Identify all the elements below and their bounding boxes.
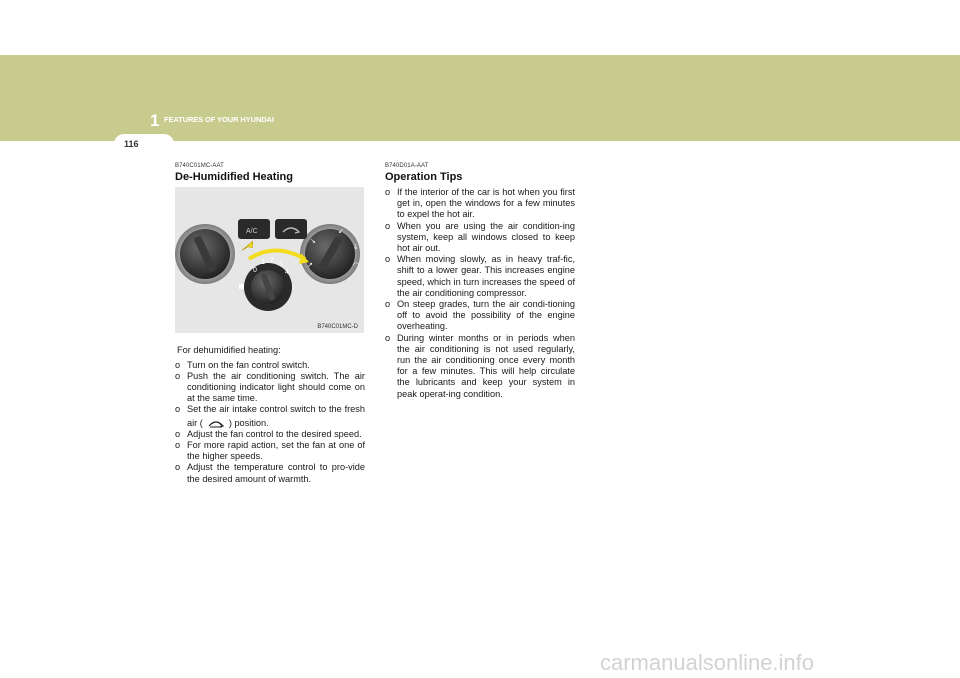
svg-text:↙: ↙	[338, 227, 344, 235]
chapter-number: 1	[150, 111, 160, 130]
bullet-marker: o	[385, 220, 391, 231]
list-item: o Adjust the fan control to the desired speed.	[175, 428, 362, 439]
list-item: o When moving slowly, as in heavy traf-fic, shift to a lower gear. This increases engine speed, which in turn increases the speed of the air conditioning compressor.	[385, 254, 575, 298]
fan-speed-number: 1	[261, 259, 265, 266]
intro-text: For dehumidified heating:	[177, 345, 281, 355]
bullet-marker: o	[175, 462, 181, 473]
svg-text:↗: ↗	[307, 261, 313, 269]
page-number: 116	[124, 139, 139, 149]
section-code: B740D01A-AAT	[385, 163, 429, 169]
section-code: B740C01MC-AAT	[175, 163, 224, 169]
page-number-tab	[114, 134, 174, 154]
fan-speed-number: 0	[253, 267, 257, 274]
fan-speed-number: 2	[270, 257, 274, 264]
figure-caption: B740C01MC-D	[317, 324, 358, 330]
bullet-marker: o	[385, 332, 391, 343]
ac-button	[238, 219, 270, 239]
bullet-marker: o	[385, 254, 391, 265]
fan-speed-number: 3	[279, 261, 283, 268]
fresh-air-icon	[206, 416, 226, 428]
dehumidify-steps	[175, 360, 365, 485]
svg-text:◠: ◠	[353, 261, 360, 269]
bullet-marker: o	[175, 439, 181, 450]
bullet-marker: o	[175, 370, 181, 381]
right-column	[385, 163, 575, 400]
bullet-marker: o	[175, 428, 181, 439]
svg-text:↘: ↘	[310, 237, 316, 245]
climate-control-figure	[175, 187, 364, 333]
list-item: o When you are using the air condition-ing system, keep all windows closed to keep hot air out.	[385, 220, 575, 254]
svg-text:↓: ↓	[353, 243, 359, 251]
left-column	[175, 163, 365, 485]
section-heading: Operation Tips	[385, 171, 463, 183]
bullet-marker: o	[385, 187, 391, 197]
climate-panel-illustration	[175, 187, 364, 333]
bullet-marker: o	[175, 359, 181, 370]
watermark: carmanualsonline.info	[600, 650, 815, 675]
list-item: o On steep grades, turn the air condi-tioning off to avoid the possibility of the engine overheating.	[385, 299, 575, 332]
bullet-marker: o	[385, 299, 391, 310]
temperature-knob	[175, 224, 235, 284]
mode-knob	[300, 224, 360, 284]
list-item: o If the interior of the car is hot when you first get in, open the windows for a few minutes to expel the hot air.	[385, 187, 575, 220]
ac-button-label: A/C	[246, 228, 258, 235]
list-item: o Push the air conditioning switch. The air conditioning indicator light should come on at the same time.	[175, 370, 365, 404]
chapter-title: FEATURES OF YOUR HYUNDAI	[164, 115, 274, 124]
list-item: o During winter months or in periods when the air conditioning is not used regularly, run the air conditioning once every month for a few minutes. This will help circulate the lubricants and keep your system in peak operat-ing condition.	[385, 332, 575, 399]
operation-tips-list	[385, 187, 575, 400]
list-item: o Adjust the temperature control to pro-vide the desired amount of warmth.	[175, 462, 365, 484]
fan-speed-number: 4	[285, 269, 289, 276]
air-intake-button	[275, 219, 307, 239]
list-item: o For more rapid action, set the fan at one of the higher speeds.	[175, 439, 365, 462]
list-item: o Turn on the fan control switch.	[175, 359, 310, 370]
header-band	[0, 55, 960, 141]
bullet-marker: o	[175, 404, 181, 415]
section-heading: De-Humidified Heating	[175, 171, 293, 183]
list-item: o Set the air intake control switch to the fresh air ( ) position.	[175, 404, 365, 428]
